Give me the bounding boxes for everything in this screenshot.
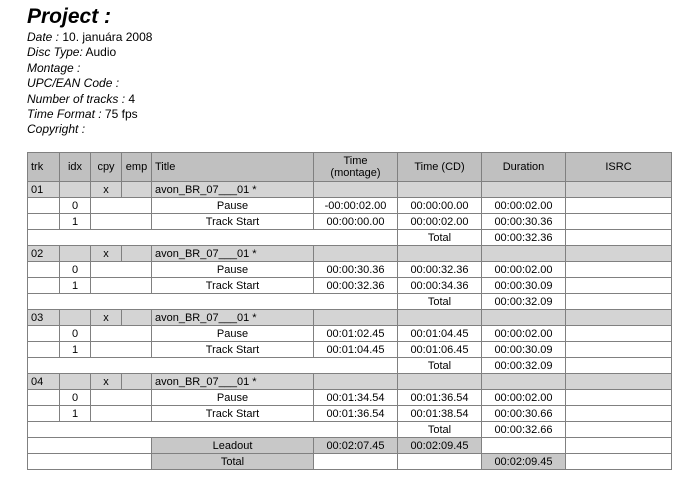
track-row	[28, 182, 672, 198]
track-time-montage-empty	[314, 246, 398, 262]
date-value: 10. januára 2008	[62, 30, 153, 44]
grand-total-spacer	[28, 454, 152, 470]
header-idx: idx	[60, 153, 91, 182]
num-tracks-label: Number of tracks :	[27, 92, 126, 106]
grand-total-label: Total	[152, 454, 314, 470]
track-total-duration: 00:00:32.09	[482, 294, 566, 310]
header-emp: emp	[122, 153, 152, 182]
index-number: 1	[60, 342, 91, 358]
index-time-cd: 00:00:00.00	[398, 198, 482, 214]
copyright-line	[27, 122, 85, 137]
track-isrc	[566, 246, 672, 262]
index-isrc	[566, 278, 672, 294]
total-spacer	[28, 230, 398, 246]
leadout-spacer	[28, 438, 152, 454]
grand-total-cd-empty	[398, 454, 482, 470]
track-total-duration: 00:00:32.66	[482, 422, 566, 438]
track-duration-empty	[482, 246, 566, 262]
track-copy-flag: x	[91, 246, 122, 262]
montage-line	[27, 61, 80, 76]
index-time-cd: 00:00:34.36	[398, 278, 482, 294]
index-title: Track Start	[152, 214, 314, 230]
num-tracks-value: 4	[128, 92, 136, 106]
track-total-row	[28, 230, 672, 246]
index-trk-empty	[28, 342, 60, 358]
leadout-isrc-empty	[566, 438, 672, 454]
total-isrc-empty	[566, 358, 672, 374]
total-spacer	[28, 358, 398, 374]
track-duration-empty	[482, 310, 566, 326]
track-duration-empty	[482, 182, 566, 198]
track-title: avon_BR_07___01 *	[152, 246, 314, 262]
time-format-value: 75 fps	[104, 107, 138, 121]
track-title: avon_BR_07___01 *	[152, 182, 314, 198]
grand-total-row	[28, 454, 672, 470]
header-time-montage	[314, 153, 398, 182]
index-duration: 00:00:30.66	[482, 406, 566, 422]
track-row	[28, 310, 672, 326]
track-number: 02	[28, 246, 60, 262]
header-isrc: ISRC	[566, 153, 672, 182]
header-duration: Duration	[482, 153, 566, 182]
track-total-row	[28, 294, 672, 310]
track-copy-flag: x	[91, 310, 122, 326]
index-isrc	[566, 406, 672, 422]
index-title: Track Start	[152, 406, 314, 422]
index-duration: 00:00:30.09	[482, 278, 566, 294]
date-line	[27, 30, 152, 45]
track-isrc	[566, 182, 672, 198]
index-time-cd: 00:01:38.54	[398, 406, 482, 422]
track-title: avon_BR_07___01 *	[152, 374, 314, 390]
index-title: Pause	[152, 326, 314, 342]
grand-total-duration: 00:02:09.45	[482, 454, 566, 470]
grand-total-montage-empty	[314, 454, 398, 470]
track-isrc	[566, 374, 672, 390]
index-trk-empty	[28, 262, 60, 278]
index-duration: 00:00:02.00	[482, 198, 566, 214]
track-time-cd-empty	[398, 182, 482, 198]
index-flags-empty	[91, 326, 152, 342]
track-copy-flag: x	[91, 182, 122, 198]
index-flags-empty	[91, 390, 152, 406]
upc-line	[27, 76, 119, 91]
track-row	[28, 374, 672, 390]
track-time-cd-empty	[398, 246, 482, 262]
track-idx-empty	[60, 310, 91, 326]
index-title: Pause	[152, 262, 314, 278]
index-duration: 00:00:02.00	[482, 326, 566, 342]
index-row	[28, 342, 672, 358]
index-duration: 00:00:30.09	[482, 342, 566, 358]
track-total-label: Total	[398, 358, 482, 374]
index-isrc	[566, 262, 672, 278]
num-tracks-line	[27, 92, 135, 107]
disc-type-line	[27, 45, 116, 60]
index-trk-empty	[28, 390, 60, 406]
index-flags-empty	[91, 406, 152, 422]
index-row	[28, 278, 672, 294]
index-isrc	[566, 390, 672, 406]
header-time-montage-line1: Time	[343, 155, 368, 167]
track-time-cd-empty	[398, 310, 482, 326]
index-time-cd: 00:01:36.54	[398, 390, 482, 406]
total-isrc-empty	[566, 294, 672, 310]
leadout-row	[28, 438, 672, 454]
track-time-montage-empty	[314, 310, 398, 326]
track-emphasis	[122, 246, 152, 262]
index-time-montage: 00:01:02.45	[314, 326, 398, 342]
index-time-cd: 00:01:04.45	[398, 326, 482, 342]
index-row	[28, 214, 672, 230]
track-row	[28, 246, 672, 262]
index-title: Track Start	[152, 342, 314, 358]
index-time-cd: 00:00:32.36	[398, 262, 482, 278]
header-time-cd: Time (CD)	[398, 153, 482, 182]
upc-label: UPC/EAN Code :	[27, 76, 120, 90]
index-time-montage: -00:00:02.00	[314, 198, 398, 214]
time-format-line	[27, 107, 138, 122]
index-number: 0	[60, 326, 91, 342]
index-isrc	[566, 198, 672, 214]
index-trk-empty	[28, 214, 60, 230]
index-row	[28, 262, 672, 278]
index-time-montage: 00:00:30.36	[314, 262, 398, 278]
index-number: 1	[60, 278, 91, 294]
index-time-montage: 00:01:36.54	[314, 406, 398, 422]
table-header-row	[28, 153, 672, 182]
index-title: Pause	[152, 390, 314, 406]
total-spacer	[28, 294, 398, 310]
track-total-duration: 00:00:32.09	[482, 358, 566, 374]
track-number: 04	[28, 374, 60, 390]
index-flags-empty	[91, 198, 152, 214]
index-isrc	[566, 342, 672, 358]
track-isrc	[566, 310, 672, 326]
index-flags-empty	[91, 262, 152, 278]
index-time-montage: 00:00:00.00	[314, 214, 398, 230]
total-spacer	[28, 422, 398, 438]
time-format-label: Time Format :	[27, 107, 102, 121]
header-trk: trk	[28, 153, 60, 182]
track-total-duration: 00:00:32.36	[482, 230, 566, 246]
index-time-cd: 00:00:02.00	[398, 214, 482, 230]
total-isrc-empty	[566, 422, 672, 438]
index-flags-empty	[91, 214, 152, 230]
index-trk-empty	[28, 406, 60, 422]
disc-type-value: Audio	[85, 45, 117, 59]
disc-type-label: Disc Type:	[27, 45, 83, 59]
index-row	[28, 198, 672, 214]
header-title: Title	[152, 153, 314, 182]
index-time-cd: 00:01:06.45	[398, 342, 482, 358]
track-total-label: Total	[398, 294, 482, 310]
index-number: 0	[60, 198, 91, 214]
index-title: Track Start	[152, 278, 314, 294]
track-time-montage-empty	[314, 374, 398, 390]
track-time-montage-empty	[314, 182, 398, 198]
grand-total-isrc-empty	[566, 454, 672, 470]
track-idx-empty	[60, 182, 91, 198]
index-time-montage: 00:00:32.36	[314, 278, 398, 294]
track-total-label: Total	[398, 422, 482, 438]
index-number: 0	[60, 390, 91, 406]
cue-sheet-table	[27, 152, 672, 470]
track-total-row	[28, 358, 672, 374]
track-copy-flag: x	[91, 374, 122, 390]
track-duration-empty	[482, 374, 566, 390]
index-flags-empty	[91, 342, 152, 358]
track-title: avon_BR_07___01 *	[152, 310, 314, 326]
project-title: Project :	[27, 5, 112, 28]
index-isrc	[566, 214, 672, 230]
index-number: 0	[60, 262, 91, 278]
index-number: 1	[60, 406, 91, 422]
index-duration: 00:00:02.00	[482, 262, 566, 278]
leadout-duration-empty	[482, 438, 566, 454]
index-time-montage: 00:01:34.54	[314, 390, 398, 406]
track-total-row	[28, 422, 672, 438]
index-number: 1	[60, 214, 91, 230]
header-time-montage-line2: (montage)	[330, 167, 381, 179]
index-trk-empty	[28, 278, 60, 294]
track-number: 03	[28, 310, 60, 326]
index-isrc	[566, 326, 672, 342]
index-row	[28, 406, 672, 422]
leadout-time-cd: 00:02:09.45	[398, 438, 482, 454]
montage-label: Montage :	[27, 61, 81, 75]
track-emphasis	[122, 374, 152, 390]
index-trk-empty	[28, 198, 60, 214]
index-duration: 00:00:02.00	[482, 390, 566, 406]
index-row	[28, 326, 672, 342]
track-total-label: Total	[398, 230, 482, 246]
index-trk-empty	[28, 326, 60, 342]
track-emphasis	[122, 182, 152, 198]
track-idx-empty	[60, 374, 91, 390]
header-cpy: cpy	[91, 153, 122, 182]
index-title: Pause	[152, 198, 314, 214]
track-time-cd-empty	[398, 374, 482, 390]
leadout-label: Leadout	[152, 438, 314, 454]
date-label: Date :	[27, 30, 60, 44]
track-number: 01	[28, 182, 60, 198]
index-time-montage: 00:01:04.45	[314, 342, 398, 358]
index-flags-empty	[91, 278, 152, 294]
index-row	[28, 390, 672, 406]
copyright-label: Copyright :	[27, 122, 86, 136]
total-isrc-empty	[566, 230, 672, 246]
leadout-time-montage: 00:02:07.45	[314, 438, 398, 454]
track-emphasis	[122, 310, 152, 326]
track-idx-empty	[60, 246, 91, 262]
index-duration: 00:00:30.36	[482, 214, 566, 230]
